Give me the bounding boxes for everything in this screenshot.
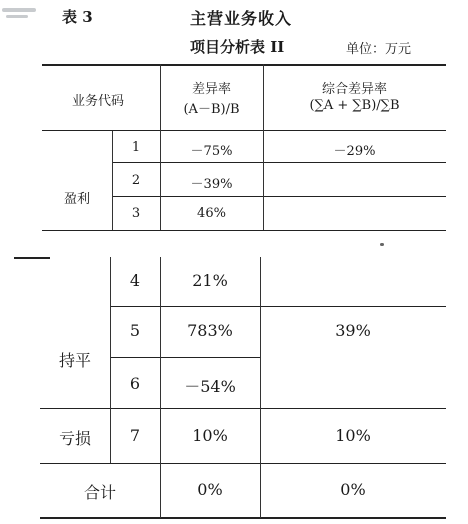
table-bottom-rule	[40, 517, 446, 519]
combined-even: 39%	[335, 321, 371, 340]
header-code: 业务代码	[71, 94, 124, 109]
section-top-rule	[14, 257, 50, 259]
row-rule	[112, 196, 446, 197]
row-diff: 21%	[192, 271, 228, 290]
row-rule	[110, 357, 260, 358]
row-diff: －54%	[184, 377, 236, 396]
row-code: 7	[129, 426, 141, 445]
scan-mark	[2, 8, 36, 12]
top-rule	[42, 64, 446, 66]
row-rule	[40, 463, 446, 464]
row-code: 3	[131, 206, 141, 221]
group-label-loss: 亏损	[58, 429, 91, 448]
header-diff-rate: 差异率	[191, 82, 231, 97]
scan-mark	[380, 243, 384, 246]
row-rule	[40, 408, 446, 409]
row-code: 4	[129, 271, 141, 290]
combined-total: 0%	[340, 480, 366, 499]
header-combined-formula: (∑A + ∑B)/∑B	[309, 98, 400, 113]
unit-label: 单位：万元	[346, 42, 412, 57]
row-code: 2	[131, 173, 141, 188]
row-diff: 783%	[187, 321, 233, 340]
row-diff: 46%	[197, 206, 226, 221]
row-diff: －75%	[190, 144, 233, 159]
group-label-even: 持平	[58, 351, 91, 370]
header-diff-formula: (A－B)/B	[183, 102, 240, 117]
table-number: 表 3	[62, 8, 93, 26]
row-code: 5	[129, 321, 141, 340]
row-diff: 10%	[192, 426, 228, 445]
scan-mark	[6, 15, 28, 18]
combined-loss: 10%	[335, 426, 371, 445]
combined-profit: －29%	[333, 144, 376, 159]
row-code: 6	[129, 374, 141, 393]
section-bottom-rule	[42, 230, 446, 231]
table-subtitle: 项目分析表 II	[190, 38, 285, 56]
row-diff: －39%	[190, 177, 233, 192]
col-divider	[260, 257, 261, 518]
total-diff: 0%	[197, 480, 223, 499]
header-rule	[42, 130, 446, 131]
group-label-profit: 盈利	[63, 192, 90, 207]
row-rule	[112, 162, 446, 163]
group-label-total: 合计	[83, 483, 116, 502]
page-title: 主营业务收入	[190, 9, 293, 28]
row-code: 1	[131, 140, 141, 155]
header-combined-rate: 综合差异率	[321, 82, 387, 97]
